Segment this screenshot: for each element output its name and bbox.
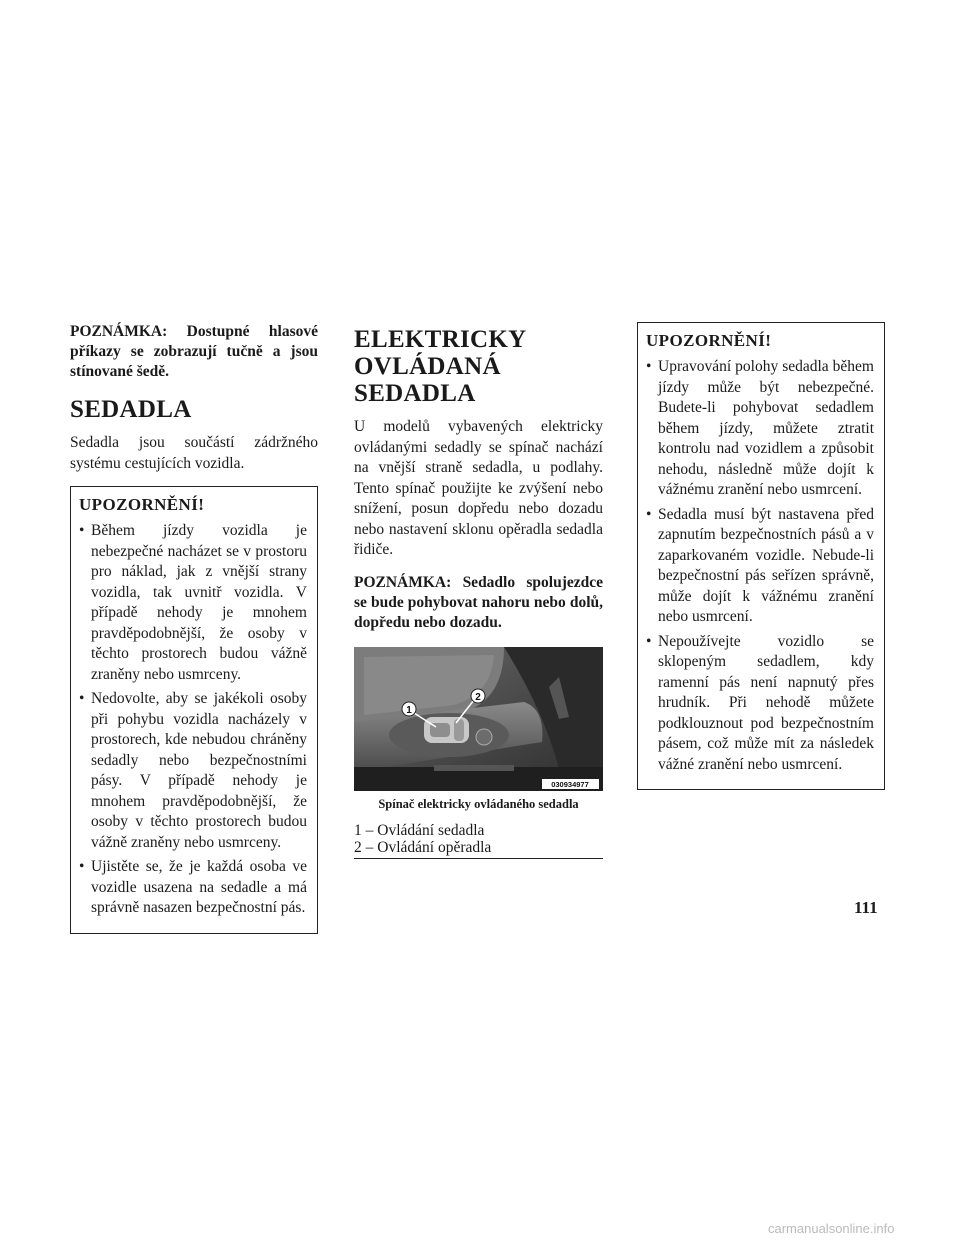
warning-box-cargo — [70, 486, 318, 934]
seats-paragraph: Sedadla jsou součástí zádržného systému cestujících vozidla. — [70, 434, 318, 472]
callout-2-label: 2 — [475, 691, 481, 703]
left-column — [70, 322, 318, 934]
figure-caption: Spínač elektricky ovládaného sedadla — [378, 796, 579, 811]
bullet-icon: • — [646, 505, 652, 523]
note-text: Dostupné hlasové příkazy se zobrazují tučně a jsou stínované šedě. — [70, 323, 319, 380]
note-label: POZNÁMKA: — [70, 323, 168, 340]
section-heading-seats: SEDADLA — [70, 396, 192, 423]
bullet-icon: • — [79, 690, 85, 707]
warning-item: • Nepoužívejte vozidlo se sklopeným sedadlem, kdy ramenní pás není napnutý přes hrudník. Při nehodě můžete podklouznout pod bezpečnostním pásem, což může mít za následek vážné zranění nebo usmrcení. — [646, 632, 874, 773]
bullet-icon: • — [646, 632, 652, 650]
warning-item: • Ujistěte se, že je každá osoba ve vozidle usazena na sedadle a má správně nasazen bezpečnostní pás. — [79, 858, 307, 916]
warning-item: • Upravování polohy sedadla během jízdy může být nebezpečné. Budete-li pohybovat sedadlem během jízdy, můžete ztratit kontrolu nad vozidlem a způsobit nehodu, následně může dojít k vážnému zranění nebo usmrcení. — [646, 358, 874, 498]
note-label: POZNÁMKA: — [354, 573, 452, 591]
section-heading-power-seats: ELEKTRICKY OVLÁDANÁ SEDADLA — [354, 326, 526, 407]
warning-item: • Sedadla musí být nastavena před zapnutím bezpečnostních pásů a v zaparkovaném vozidle. Nebude-li bezpečnostní pás seřízen správně, může dojít k vážnému zranění nebo usmrcení. — [646, 505, 874, 625]
power-seats-paragraph: U modelů vybavených elektricky ovládanými sedadly se spínač nachází na vnější straně sedadla, u podlahy. Tento spínač použijte ke zvýšení nebo snížení, posun dopředu nebo dozadu nebo nastavení sklonu opěradla sedadla řidiče. — [354, 418, 603, 558]
middle-column — [354, 322, 603, 859]
watermark-text: carmanualsonline.info — [768, 1221, 895, 1236]
note-text: Sedadlo spolujezdce se bude pohybovat nahoru nebo dolů, dopředu nebo dozadu. — [354, 573, 603, 631]
voice-command-note — [70, 322, 318, 382]
warning-item: • Nedovolte, aby se jakékoli osoby při pohybu vozidla nacházely v prostorech, kde nebudou chráněny sedadly nebo bezpečnostními pásy. V případě nehody je mnohem pravděpodobnější, že osoby v těchto prostorech budou vážně zraněny nebo usmrceny. — [79, 690, 307, 851]
seat-illustration — [354, 647, 603, 791]
warning-title: UPOZORNĚNÍ! — [646, 331, 772, 350]
bullet-icon: • — [79, 858, 85, 875]
power-seat-switch-image — [354, 647, 603, 791]
warning-title: UPOZORNĚNÍ! — [79, 495, 205, 514]
legend-item-1: 1 – Ovládání sedadla — [354, 821, 485, 839]
passenger-seat-note — [354, 573, 603, 633]
right-column — [637, 322, 885, 790]
image-code: 030934977 — [551, 779, 589, 789]
bullet-icon: • — [646, 358, 652, 375]
figure-legend — [354, 822, 603, 859]
page-number: 111 — [854, 898, 878, 917]
warning-box-seat-adjust — [637, 322, 885, 790]
callout-1-label: 1 — [406, 704, 412, 716]
warning-item: • Během jízdy vozidla je nebezpečné nacházet se v prostoru pro náklad, jak z vnější strany vozidla, tak uvnitř vozidla. V případě nehody je mnohem pravděpodobnější, že osoby v těchto prostorech budou vážně zraněny nebo usmrceny. — [79, 522, 307, 683]
bullet-icon: • — [79, 522, 85, 539]
legend-item-2: 2 – Ovládání opěradla — [354, 838, 492, 856]
